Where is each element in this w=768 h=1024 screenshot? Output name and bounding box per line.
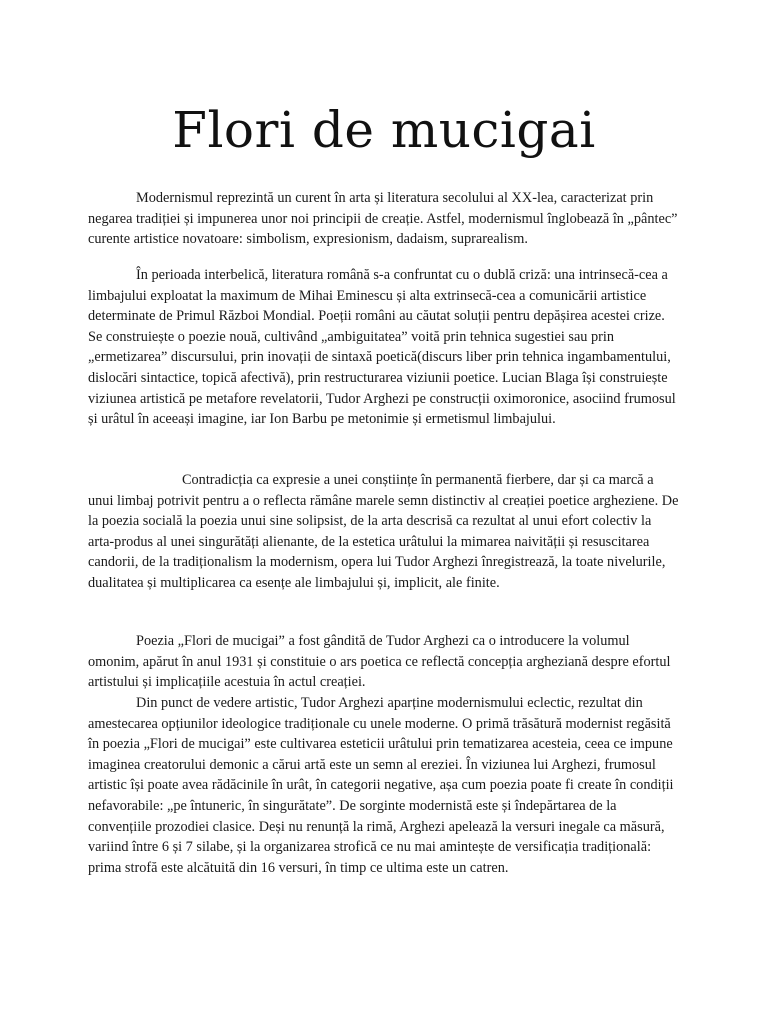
- paragraph-interwar: [88, 265, 680, 430]
- paragraph-poem-intro: [88, 631, 680, 693]
- paragraph-contradiction: [88, 470, 680, 594]
- paragraph-text: Poezia „Flori de mucigai” a fost gândită de Tudor Arghezi ca o introducere la volumul omonim, apărut în anul 1931 și constituie o ars poetica ce reflectă concepția argheziană despre efortul artistului și implicațiile acestuia în actul creației.: [88, 633, 671, 691]
- paragraph-modernism: [88, 188, 680, 250]
- paragraph-text: Din punct de vedere artistic, Tudor Arghezi aparține modernismului eclectic, rezultat din amestecarea opțiunilor ideologice tradiționale cu unele moderne. O primă trăsătură modernist regăsită în poezia „Flori de mucigai” este cultivarea esteticii urâtului prin tematizarea acesteia, ceea ce impune imaginea creatorului demonic a cărui artă este un semn al ereziei. În viziunea lui Arghezi, frumosul artistic își poate avea rădăcinile în urât, în categorii negative, așa cum poezia poate fi create în condiții nefavorabile: „pe întuneric, în singurătate”. De sorginte modernistă este și îndepărtarea de la convențiile prozodiei clasice. Deși nu renunță la rimă, Arghezi apelează la versuri inegale ca măsură, variind între 6 și 7 silabe, și la organizarea strofică ce nu mai amintește de versificația tradițională: prima strofă este alcătuită din 16 versuri, în timp ce ultima este un catren.: [88, 695, 674, 876]
- paragraph-text: Modernismul reprezintă un curent în arta și literatura secolului al XX-lea, caracterizat prin negarea tradiției și impunerea unor noi principii de creație. Astfel, modernismul înglobează în „pântec” curente artistice novatoare: simbolism, expresionism, dadaism, suprarealism.: [88, 190, 678, 248]
- paragraph-text: Contradicția ca expresie a unei conștiințe în permanentă fierbere, dar și ca marcă a unui limbaj potrivit pentru a o reflecta rămâne marele semn distinctiv al creației poetice argheziene. De la poezia socială la poezia unui sine solipsist, de la arta descrisă ca rezultat al unui efort colectiv la arta-produs al unei singurătăți alienante, de la estetica urâtului la mimarea naivității și resuscitarea candorii, de la tradiționalism la modernism, opera lui Tudor Arghezi înregistrează, la toate nivelurile, dualitatea și multiplicarea ca esențe ale limbajului și, implicit, ale finite.: [88, 472, 679, 591]
- page-title: Flori de mucigai: [172, 101, 596, 159]
- paragraph-artistic-view: [88, 693, 680, 878]
- paragraph-text: În perioada interbelică, literatura română s-a confruntat cu o dublă criză: una intrinsecă-cea a limbajului exploatat la maximum de Mihai Eminescu și alta extrinsecă-cea a comunicării artistice determinate de Primul Război Mondial. Poeții români au căutat soluții pentru depășirea acestei crize. Se construiește o poezie nouă, cultivând „ambiguitatea” voită prin tehnica sugestiei sau prin „ermetizarea” discursului, prin inovații de sintaxă poetică(discurs liber prin tehnica ingambamentului, dislocări sintactice, topică afectivă), prin restructurarea viziunii poetice. Lucian Blaga își construiește viziunea artistică pe metafore revelatorii, Tudor Arghezi pe construcții oximoronice, asociind frumosul și urâtul în aceeași imagine, iar Ion Barbu pe metonimie și ermetismul limbajului.: [88, 267, 676, 428]
